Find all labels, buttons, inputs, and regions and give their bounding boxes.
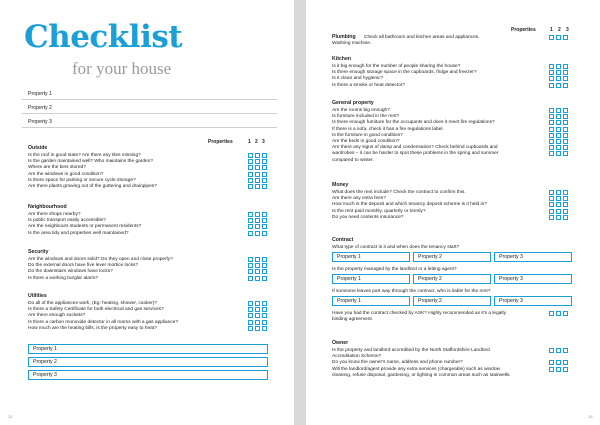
- checkbox-property-1[interactable]: [248, 218, 253, 223]
- checkbox-property-2[interactable]: [556, 133, 561, 138]
- checkbox-property-2[interactable]: [255, 165, 260, 170]
- answer-property-1-field[interactable]: Property 1: [28, 344, 268, 354]
- question-text: How much is the deposit and which tenancy deposit scheme is it held in?: [332, 202, 487, 208]
- answer-property-2-field[interactable]: Property 2: [28, 357, 268, 367]
- checkbox-property-2[interactable]: [556, 127, 561, 132]
- checkbox-property-1[interactable]: [549, 348, 554, 353]
- question-text: Are the rooms big enough?: [332, 108, 390, 113]
- question-text: Do all of the appliances work, (Eg: heating, shower, cooker)?: [28, 301, 158, 306]
- checkbox-property-1[interactable]: [248, 307, 253, 312]
- contract-property-1-field[interactable]: Property 1: [332, 252, 410, 262]
- checkbox-property-3[interactable]: [262, 224, 267, 229]
- checkbox-property-1[interactable]: [549, 190, 554, 195]
- property-2-field[interactable]: Property 2: [22, 102, 277, 114]
- checkbox-property-3[interactable]: [262, 231, 267, 236]
- page-number: 13: [588, 414, 593, 419]
- checkbox-property-3[interactable]: [262, 320, 267, 325]
- column-number-3: 3: [566, 27, 569, 33]
- checkbox-property-1[interactable]: [549, 114, 554, 119]
- left-page: [0, 0, 294, 425]
- checkbox-property-2[interactable]: [556, 151, 561, 156]
- checkbox-property-1[interactable]: [248, 257, 253, 262]
- question-text: Are the windows in good condition?: [28, 171, 104, 177]
- checkbox-property-3[interactable]: [262, 165, 267, 170]
- checkbox-property-1[interactable]: [248, 159, 253, 164]
- checkbox-property-2[interactable]: [556, 196, 561, 201]
- checkbox-property-3[interactable]: [262, 184, 267, 189]
- checkbox-property-2[interactable]: [255, 320, 260, 325]
- checkbox-property-3[interactable]: [563, 151, 568, 156]
- question-text: Where are the bins stored?: [28, 165, 86, 171]
- section-heading: Neighbourhood: [28, 204, 67, 210]
- checkbox-property-3[interactable]: [563, 215, 568, 220]
- checkbox-property-2[interactable]: [556, 190, 561, 195]
- checkbox-property-1[interactable]: [248, 184, 253, 189]
- checkbox-property-3[interactable]: [262, 269, 267, 274]
- question-text: Are there any signs of damp and condensation? Check behind cupboards and: [332, 145, 498, 151]
- checkbox-property-2[interactable]: [255, 212, 260, 217]
- page-number: 12: [8, 414, 13, 419]
- checkbox-property-3[interactable]: [262, 172, 267, 177]
- checkbox-property-3[interactable]: [563, 145, 568, 150]
- checkbox-property-1[interactable]: [248, 326, 253, 331]
- checkbox-property-1[interactable]: [549, 70, 554, 75]
- checkbox-property-1[interactable]: [248, 269, 253, 274]
- owner-heading: Owner: [332, 340, 349, 346]
- page-title: Checklist: [24, 19, 183, 55]
- checkbox-property-2[interactable]: [556, 76, 561, 81]
- contract-property-2-field[interactable]: Property 2: [413, 274, 491, 284]
- plumbing-text: Washing machine.: [332, 41, 372, 46]
- checkbox-property-2[interactable]: [255, 263, 260, 268]
- properties-header: Properties: [511, 27, 536, 33]
- checkbox-property-2[interactable]: [255, 218, 260, 223]
- checkbox-property-3[interactable]: [262, 276, 267, 281]
- contract-property-2-field[interactable]: Property 2: [413, 252, 491, 262]
- checkbox-property-2[interactable]: [255, 184, 260, 189]
- checkbox-property-3[interactable]: [262, 212, 267, 217]
- question-text: Are there plants growing out of the guttering and drainpipes?: [28, 184, 157, 189]
- checkbox-property-1[interactable]: [549, 367, 554, 372]
- question-text: Will the landlord/agent provide any extra services (chargeable) such as window: [332, 366, 500, 372]
- contract-property-3-field[interactable]: Property 3: [494, 252, 572, 262]
- checkbox-property-3[interactable]: [563, 311, 568, 316]
- checkbox-property-3[interactable]: [563, 190, 568, 195]
- checkbox-property-2[interactable]: [556, 83, 561, 88]
- question-text: What does the rent include? Check the contract to confirm this.: [332, 190, 466, 195]
- checkbox-property-2[interactable]: [556, 70, 561, 75]
- checkbox-property-1[interactable]: [549, 83, 554, 88]
- question-text: What type of contract is it and when does the tenancy start?: [332, 245, 460, 250]
- question-text: Is the furniture in good condition?: [332, 132, 403, 138]
- checkbox-property-2[interactable]: [556, 114, 561, 119]
- checkbox-property-2[interactable]: [255, 307, 260, 312]
- checkbox-property-3[interactable]: [262, 313, 267, 318]
- checkbox-property-2[interactable]: [556, 311, 561, 316]
- checkbox-property-3[interactable]: [262, 307, 267, 312]
- right-page: [306, 0, 600, 425]
- question-text: Are there any extra fees?: [332, 196, 386, 202]
- checkbox-property-1[interactable]: [248, 276, 253, 281]
- contract-property-1-field[interactable]: Property 1: [332, 296, 410, 306]
- property-3-field[interactable]: Property 3: [22, 116, 277, 128]
- checkbox-property-1[interactable]: [248, 301, 253, 306]
- checkbox-property-3[interactable]: [262, 159, 267, 164]
- column-number-1: 1: [248, 139, 251, 145]
- question-text: Is public transport easily accessible?: [28, 218, 106, 224]
- checkbox-property-3[interactable]: [563, 127, 568, 132]
- answer-property-3-field[interactable]: Property 3: [28, 370, 268, 380]
- checkbox-property-2[interactable]: [255, 231, 260, 236]
- checkbox-property-3[interactable]: [563, 202, 568, 207]
- question-text: How much are the heating bills, is the property easy to heat?: [28, 325, 157, 331]
- checkbox-property-2[interactable]: [556, 35, 561, 40]
- checkbox-property-1[interactable]: [248, 178, 253, 183]
- question-text: Do you need contents insurance?: [332, 214, 404, 220]
- column-number-2: 2: [558, 27, 561, 33]
- checkbox-property-2[interactable]: [255, 172, 260, 177]
- question-text: If there is a sofa, check it has a fire regulations label.: [332, 126, 444, 132]
- kitchen-heading: Kitchen: [332, 56, 352, 62]
- money-heading: Money: [332, 182, 349, 188]
- property-1-field[interactable]: Property 1: [22, 88, 277, 100]
- question-text: Accreditation Scheme?: [332, 354, 382, 360]
- checkbox-property-1[interactable]: [248, 212, 253, 217]
- checkbox-property-2[interactable]: [556, 215, 561, 220]
- question-text: Is there a carbon monoxide detector in all rooms with a gas appliance?: [28, 319, 179, 325]
- page-subtitle: for your house: [72, 59, 172, 78]
- checkbox-property-2[interactable]: [556, 145, 561, 150]
- checkbox-property-1[interactable]: [549, 133, 554, 138]
- checkbox-property-2[interactable]: [255, 159, 260, 164]
- checkbox-property-3[interactable]: [563, 83, 568, 88]
- checkbox-property-1[interactable]: [248, 165, 253, 170]
- properties-header: Properties: [208, 139, 233, 145]
- checkbox-property-2[interactable]: [556, 139, 561, 144]
- checkbox-property-3[interactable]: [262, 301, 267, 306]
- contract-property-2-field[interactable]: Property 2: [413, 296, 491, 306]
- checkbox-property-1[interactable]: [549, 120, 554, 125]
- section-heading: Security: [28, 249, 49, 255]
- checkbox-property-2[interactable]: [255, 178, 260, 183]
- checkbox-property-1[interactable]: [549, 35, 554, 40]
- plumbing-text: Check all bathroom and kitchen areas and appliances.: [364, 35, 480, 40]
- question-text: Is the rent paid monthly, quarterly or termly?: [332, 208, 426, 214]
- checkbox-property-2[interactable]: [556, 348, 561, 353]
- checkbox-property-2[interactable]: [556, 64, 561, 69]
- checkbox-property-1[interactable]: [549, 108, 554, 113]
- checkbox-property-2[interactable]: [556, 120, 561, 125]
- checkbox-property-1[interactable]: [549, 127, 554, 132]
- checkbox-property-1[interactable]: [549, 360, 554, 365]
- checkbox-property-1[interactable]: [248, 231, 253, 236]
- column-number-3: 3: [262, 139, 265, 145]
- checkbox-property-2[interactable]: [556, 360, 561, 365]
- checkbox-property-3[interactable]: [563, 108, 568, 113]
- question-text: Do the external doors have five lever mortice locks?: [28, 263, 139, 269]
- question-text: Is the property and landlord accredited by the North Staffordshire Landlord: [332, 348, 490, 353]
- checkbox-property-1[interactable]: [248, 263, 253, 268]
- question-text: Are there shops nearby?: [28, 212, 81, 217]
- question-text: Is there a smoke or heat detector?: [332, 82, 406, 88]
- checkbox-property-2[interactable]: [255, 224, 260, 229]
- checkbox-property-3[interactable]: [563, 209, 568, 214]
- checkbox-property-3[interactable]: [563, 139, 568, 144]
- question-text: Are there enough sockets?: [28, 313, 86, 319]
- checkbox-property-2[interactable]: [255, 269, 260, 274]
- section-heading: Utilities: [28, 293, 47, 299]
- checkbox-property-3[interactable]: [563, 114, 568, 119]
- checkbox-property-1[interactable]: [248, 153, 253, 158]
- checkbox-property-3[interactable]: [563, 70, 568, 75]
- checkbox-property-3[interactable]: [563, 76, 568, 81]
- checkbox-property-1[interactable]: [248, 313, 253, 318]
- question-text: Is there enough furniture for the occupants and does it meet fire regulations?: [332, 120, 495, 126]
- contract-heading: Contract: [332, 237, 354, 243]
- contract-property-3-field[interactable]: Property 3: [494, 274, 572, 284]
- question-text: Are the windows and doors solid? Do they open and close properly?: [28, 257, 173, 262]
- question-text: Is the property managed by the landlord or a letting agent?: [332, 267, 457, 272]
- checkbox-property-1[interactable]: [248, 172, 253, 177]
- checkbox-property-2[interactable]: [255, 301, 260, 306]
- question-text: Are the beds in good condition?: [332, 139, 400, 144]
- checkbox-property-1[interactable]: [549, 151, 554, 156]
- checkbox-property-3[interactable]: [262, 153, 267, 158]
- checkbox-property-3[interactable]: [262, 218, 267, 223]
- question-text: Is the area tidy and properties well maintained?: [28, 230, 129, 236]
- question-text: Is there space for parking or secure cycle storage?: [28, 177, 136, 183]
- checkbox-property-1[interactable]: [549, 196, 554, 201]
- contract-note: binding agreement.: [332, 317, 374, 322]
- checkbox-property-2[interactable]: [255, 257, 260, 262]
- question-text: Is there a working burglar alarm?: [28, 275, 99, 281]
- question-text: Is it clean and hygienic?: [332, 76, 384, 82]
- question-text: cleaning, refuse disposal, gardening, or lighting in common areas such as stairwells.: [332, 372, 511, 378]
- checkbox-property-2[interactable]: [556, 367, 561, 372]
- checkbox-property-2[interactable]: [255, 313, 260, 318]
- checkbox-property-1[interactable]: [248, 224, 253, 229]
- checkbox-property-2[interactable]: [255, 153, 260, 158]
- checkbox-property-3[interactable]: [563, 196, 568, 201]
- checkbox-property-2[interactable]: [556, 209, 561, 214]
- question-text: Do the downstairs windows have locks?: [28, 269, 113, 275]
- checkbox-property-3[interactable]: [262, 263, 267, 268]
- checkbox-property-1[interactable]: [549, 215, 554, 220]
- checkbox-property-1[interactable]: [549, 76, 554, 81]
- contract-property-1-field[interactable]: Property 1: [332, 274, 410, 284]
- question-text: Are the neighbours students or permanent residents?: [28, 224, 142, 230]
- checkbox-property-1[interactable]: [549, 311, 554, 316]
- question-text: If someone leaves part way through the contract, who is liable for the rent?: [332, 289, 491, 294]
- checkbox-property-2[interactable]: [255, 326, 260, 331]
- column-number-1: 1: [550, 27, 553, 33]
- checkbox-property-3[interactable]: [563, 64, 568, 69]
- question-text: wardrobes – it can be harder to spot these problems in the spring and summer: [332, 151, 499, 157]
- question-text: Is furniture included in the rent?: [332, 114, 400, 120]
- checkbox-property-3[interactable]: [563, 348, 568, 353]
- checkbox-property-3[interactable]: [563, 360, 568, 365]
- checkbox-property-3[interactable]: [563, 133, 568, 138]
- checkbox-property-2[interactable]: [556, 108, 561, 113]
- question-text: compared to winter.: [332, 157, 374, 163]
- checkbox-property-1[interactable]: [549, 139, 554, 144]
- question-text: Is the garden maintained well? Who maintains the garden?: [28, 159, 154, 165]
- question-text: Do you know the owner's name, address and phone number?: [332, 360, 463, 366]
- question-text: Is it big enough for the number of people sharing the house?: [332, 64, 461, 69]
- checkbox-property-1[interactable]: [549, 209, 554, 214]
- section-heading: Outside: [28, 145, 48, 151]
- checkbox-property-3[interactable]: [563, 367, 568, 372]
- contract-property-3-field[interactable]: Property 3: [494, 296, 572, 306]
- checkbox-property-1[interactable]: [549, 145, 554, 150]
- checkbox-property-3[interactable]: [262, 257, 267, 262]
- contract-note: Have you had the contract checked by ASK? Highly recommended as it's a legally: [332, 311, 506, 316]
- question-text: Is the roof in good state? Are there any tiles missing?: [28, 153, 141, 158]
- checkbox-property-3[interactable]: [563, 35, 568, 40]
- question-text: Is there enough storage space in the cupboards, fridge and freezer?: [332, 70, 477, 76]
- checkbox-property-2[interactable]: [556, 202, 561, 207]
- checkbox-property-3[interactable]: [563, 120, 568, 125]
- plumbing-heading: Plumbing: [332, 34, 356, 40]
- checkbox-property-2[interactable]: [255, 276, 260, 281]
- column-number-2: 2: [255, 139, 258, 145]
- general-heading: General property: [332, 100, 374, 106]
- checkbox-property-3[interactable]: [262, 326, 267, 331]
- checklist-panel: [22, 88, 277, 400]
- checkbox-property-1[interactable]: [248, 320, 253, 325]
- checkbox-property-1[interactable]: [549, 64, 554, 69]
- checkbox-property-1[interactable]: [549, 202, 554, 207]
- question-text: Is there a Safety Certificate for both electrical and gas services?: [28, 307, 164, 313]
- checkbox-property-3[interactable]: [262, 178, 267, 183]
